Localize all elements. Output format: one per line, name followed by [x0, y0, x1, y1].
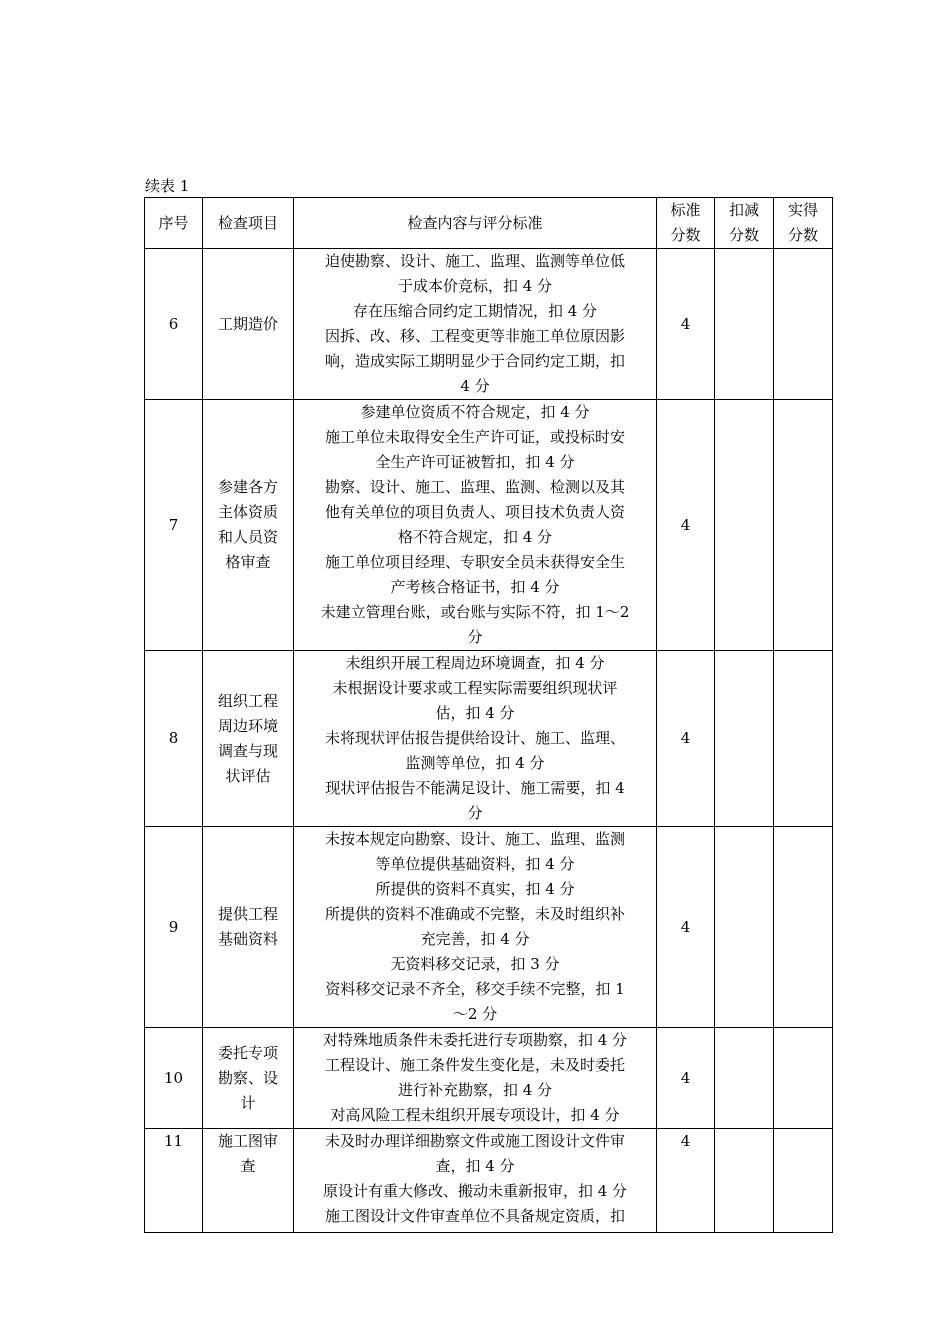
criteria-line: 监测等单位，扣 4 分	[405, 754, 545, 772]
criteria-line: 格不符合规定，扣 4 分	[397, 528, 553, 546]
row-seq: 8	[145, 651, 203, 827]
row-deduct-score	[715, 249, 774, 400]
row-criteria	[294, 827, 657, 1028]
criteria-line: ～2 分	[452, 1005, 498, 1023]
header-deduct-score: 扣减 分数	[715, 198, 774, 249]
criteria-line: 全生产许可证被暂扣，扣 4 分	[375, 453, 575, 471]
inspection-score-table	[144, 197, 833, 1233]
criteria-line: 存在压缩合同约定工期情况，扣 4 分	[352, 302, 598, 320]
row-seq: 10	[145, 1028, 203, 1129]
header-standard-score: 标准 分数	[657, 198, 715, 249]
row-item	[203, 249, 294, 400]
criteria-line: 产考核合格证书，扣 4 分	[390, 578, 560, 596]
row-criteria	[294, 1028, 657, 1129]
row-actual-score	[774, 827, 833, 1028]
row-criteria	[294, 651, 657, 827]
criteria-line: 所提供的资料不真实，扣 4 分	[375, 880, 575, 898]
row-actual-score	[774, 400, 833, 651]
criteria-line: 现状评估报告不能满足设计、施工需要，扣 4	[325, 779, 625, 797]
row-actual-score	[774, 1028, 833, 1129]
criteria-line: 施工单位未取得安全生产许可证，或投标时安	[324, 428, 625, 446]
criteria-line: 迫使勘察、设计、施工、监理、监测等单位低	[324, 252, 625, 270]
row-item	[203, 827, 294, 1028]
row-actual-score	[774, 1129, 833, 1233]
row-seq: 7	[145, 400, 203, 651]
criteria-line: 未建立管理台账，或台账与实际不符，扣 1～2	[320, 603, 630, 621]
row-seq: 6	[145, 249, 203, 400]
criteria-line: 响，造成实际工期明显少于合同约定工期，扣	[324, 352, 625, 370]
header-actual-score: 实得 分数	[774, 198, 833, 249]
table-row	[145, 827, 833, 1028]
row-actual-score	[774, 249, 833, 400]
table-row	[145, 651, 833, 827]
row-deduct-score	[715, 651, 774, 827]
criteria-line: 分	[467, 804, 483, 822]
row-standard-score: 4	[657, 1028, 715, 1129]
row-item	[203, 1028, 294, 1129]
row-item	[203, 651, 294, 827]
table-row	[145, 1129, 833, 1233]
criteria-line: 进行补充勘察，扣 4 分	[397, 1081, 553, 1099]
criteria-line: 因拆、改、移、工程变更等非施工单位原因影	[324, 327, 625, 345]
criteria-line: 充完善，扣 4 分	[420, 930, 530, 948]
row-criteria	[294, 1129, 657, 1233]
row-standard-score: 4	[657, 249, 715, 400]
criteria-line: 对特殊地质条件未委托进行专项勘察，扣 4 分	[322, 1031, 628, 1049]
criteria-line: 所提供的资料不准确或不完整，未及时组织补	[324, 905, 625, 923]
row-actual-score	[774, 651, 833, 827]
criteria-line: 施工单位项目经理、专职安全员未获得安全生	[324, 553, 625, 571]
criteria-line: 未及时办理详细勘察文件或施工图设计文件审	[324, 1132, 625, 1150]
criteria-line: 查，扣 4 分	[435, 1157, 515, 1175]
criteria-line: 工程设计、施工条件发生变化是，未及时委托	[324, 1056, 625, 1074]
criteria-line: 未组织开展工程周边环境调查，扣 4 分	[345, 654, 605, 672]
criteria-line: 他有关单位的项目负责人、项目技术负责人资	[324, 503, 625, 521]
criteria-line: 4 分	[460, 377, 490, 395]
row-item-text: 工期造价	[217, 314, 278, 333]
header-content: 检查内容与评分标准	[294, 198, 657, 249]
row-deduct-score	[715, 1028, 774, 1129]
row-item-text: 施工图审查	[217, 1132, 278, 1175]
row-standard-score: 4	[657, 1129, 715, 1233]
row-deduct-score	[715, 827, 774, 1028]
row-criteria	[294, 400, 657, 651]
row-seq: 9	[145, 827, 203, 1028]
header-seq: 序号	[145, 198, 203, 249]
row-deduct-score	[715, 1129, 774, 1233]
row-item-text: 参建各方主体资质和人员资格审查	[217, 478, 278, 571]
criteria-line: 未根据设计要求或工程实际需要组织现状评	[332, 679, 618, 697]
criteria-line: 无资料移交记录，扣 3 分	[390, 955, 560, 973]
criteria-line: 等单位提供基础资料，扣 4 分	[375, 855, 575, 873]
row-criteria	[294, 249, 657, 400]
table-row	[145, 1028, 833, 1129]
criteria-line: 估，扣 4 分	[435, 704, 515, 722]
row-item	[203, 400, 294, 651]
criteria-line: 参建单位资质不符合规定，扣 4 分	[360, 403, 590, 421]
table-row	[145, 400, 833, 651]
criteria-line: 未按本规定向勘察、设计、施工、监理、监测	[324, 830, 625, 848]
row-standard-score: 4	[657, 827, 715, 1028]
table-header-row	[145, 198, 833, 249]
row-deduct-score	[715, 400, 774, 651]
row-item	[203, 1129, 294, 1233]
criteria-line: 勘察、设计、施工、监理、监测、检测以及其	[324, 478, 625, 496]
row-seq: 11	[145, 1129, 203, 1233]
row-item-text: 委托专项勘察、设计	[217, 1043, 278, 1112]
row-item-text: 组织工程周边环境调查与现状评估	[217, 691, 278, 785]
criteria-line: 分	[467, 628, 483, 646]
table-caption: 续表 1	[145, 177, 190, 195]
criteria-line: 于成本价竞标，扣 4 分	[397, 277, 553, 295]
criteria-line: 施工图设计文件审查单位不具备规定资质，扣	[324, 1207, 625, 1225]
criteria-line: 对高风险工程未组织开展专项设计，扣 4 分	[330, 1106, 620, 1124]
criteria-line: 资料移交记录不齐全，移交手续不完整，扣 1	[325, 980, 625, 998]
criteria-line: 原设计有重大修改、搬动未重新报审，扣 4 分	[322, 1182, 628, 1200]
row-standard-score: 4	[657, 651, 715, 827]
row-standard-score: 4	[657, 400, 715, 651]
criteria-line: 未将现状评估报告提供给设计、施工、监理、	[324, 729, 625, 747]
table-row	[145, 249, 833, 400]
header-item: 检查项目	[203, 198, 294, 249]
row-item-text: 提供工程基础资料	[217, 905, 278, 948]
